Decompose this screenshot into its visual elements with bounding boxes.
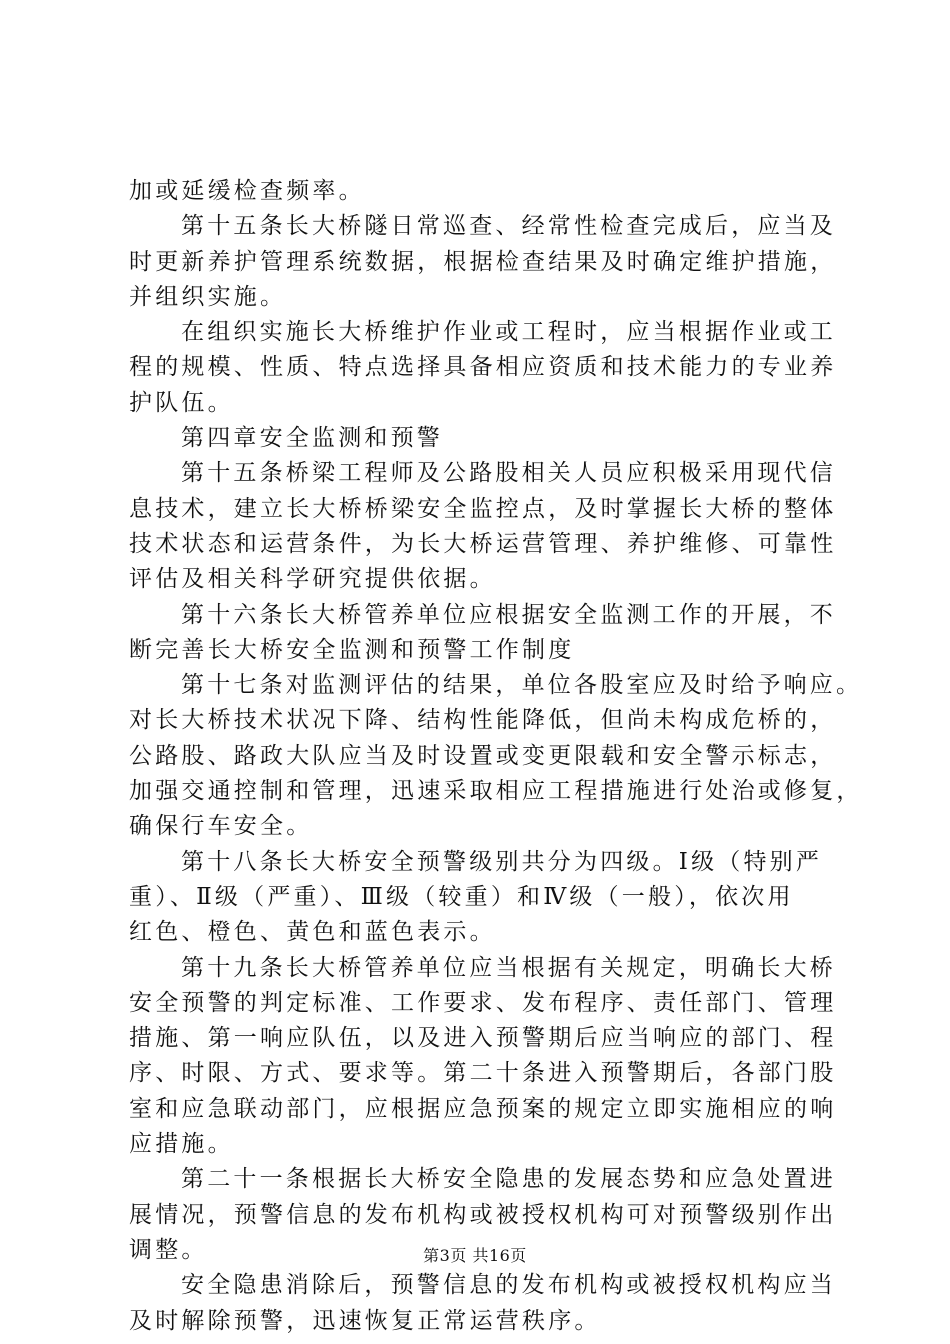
text-line: 技术状态和运营条件，为长大桥运营管理、养护维修、可靠性	[129, 530, 837, 557]
text-line: 第十九条长大桥管养单位应当根据有关规定，明确长大桥	[181, 954, 836, 981]
text-line: 室和应急联动部门，应根据应急预案的规定立即实施相应的响	[129, 1095, 837, 1122]
text-line: 第十八条长大桥安全预警级别共分为四级。Ⅰ级（特别严	[181, 848, 823, 875]
text-line: 红色、橙色、黄色和蓝色表示。	[129, 919, 496, 946]
text-line: 程的规模、性质、特点选择具备相应资质和技术能力的专业养	[129, 354, 837, 381]
text-line: 息技术，建立长大桥桥梁安全监控点，及时掌握长大桥的整体	[129, 495, 837, 522]
document-body	[129, 174, 863, 1339]
text-line: 及时解除预警，迅速恢复正常运营秩序。	[129, 1307, 601, 1334]
chapter-heading: 第四章安全监测和预警	[181, 425, 443, 452]
text-line: 第十七条对监测评估的结果，单位各股室应及时给予响应。	[181, 672, 863, 699]
text-line: 序、时限、方式、要求等。第二十条进入预警期后，各部门股	[129, 1060, 837, 1087]
text-line: 安全预警的判定标准、工作要求、发布程序、责任部门、管理	[129, 989, 837, 1016]
text-line: 第十六条长大桥管养单位应根据安全监测工作的开展，不	[181, 601, 836, 628]
text-line: 安全隐患消除后，预警信息的发布机构或被授权机构应当	[181, 1272, 836, 1299]
text-line: 展情况，预警信息的发布机构或被授权机构可对预警级别作出	[129, 1201, 837, 1228]
text-line: 措施、第一响应队伍，以及进入预警期后应当响应的部门、程	[129, 1025, 837, 1052]
text-line: 时更新养护管理系统数据，根据检查结果及时确定维护措施，	[129, 248, 837, 275]
text-line: 评估及相关科学研究提供依据。	[129, 566, 496, 593]
text-line: 确保行车安全。	[129, 813, 313, 840]
text-line: 对长大桥技术状况下降、结构性能降低，但尚未构成危桥的，	[129, 707, 837, 734]
text-line: 调整。	[129, 1236, 208, 1263]
text-line: 断完善长大桥安全监测和预警工作制度	[129, 636, 575, 663]
text-line: 第十五条桥梁工程师及公路股相关人员应积极采用现代信	[181, 460, 836, 487]
text-line: 护队伍。	[129, 389, 234, 416]
text-line: 并组织实施。	[129, 283, 287, 310]
text-line: 应措施。	[129, 1131, 234, 1158]
text-line: 第十五条长大桥隧日常巡查、经常性检查完成后，应当及	[181, 213, 836, 240]
text-line: 加或延缓检查频率。	[129, 178, 365, 204]
text-line: 公路股、路政大队应当及时设置或变更限载和安全警示标志，	[129, 742, 837, 769]
page-number-footer: 第3页 共16页	[423, 1246, 527, 1265]
text-line: 在组织实施长大桥维护作业或工程时，应当根据作业或工	[181, 319, 836, 346]
text-line: 加强交通控制和管理，迅速采取相应工程措施进行处治或修复，	[129, 778, 863, 805]
text-line: 重）、Ⅱ级（严重）、Ⅲ级（较重）和Ⅳ级（一般），依次用	[129, 883, 794, 910]
text-line: 第二十一条根据长大桥安全隐患的发展态势和应急处置进	[181, 1166, 836, 1193]
